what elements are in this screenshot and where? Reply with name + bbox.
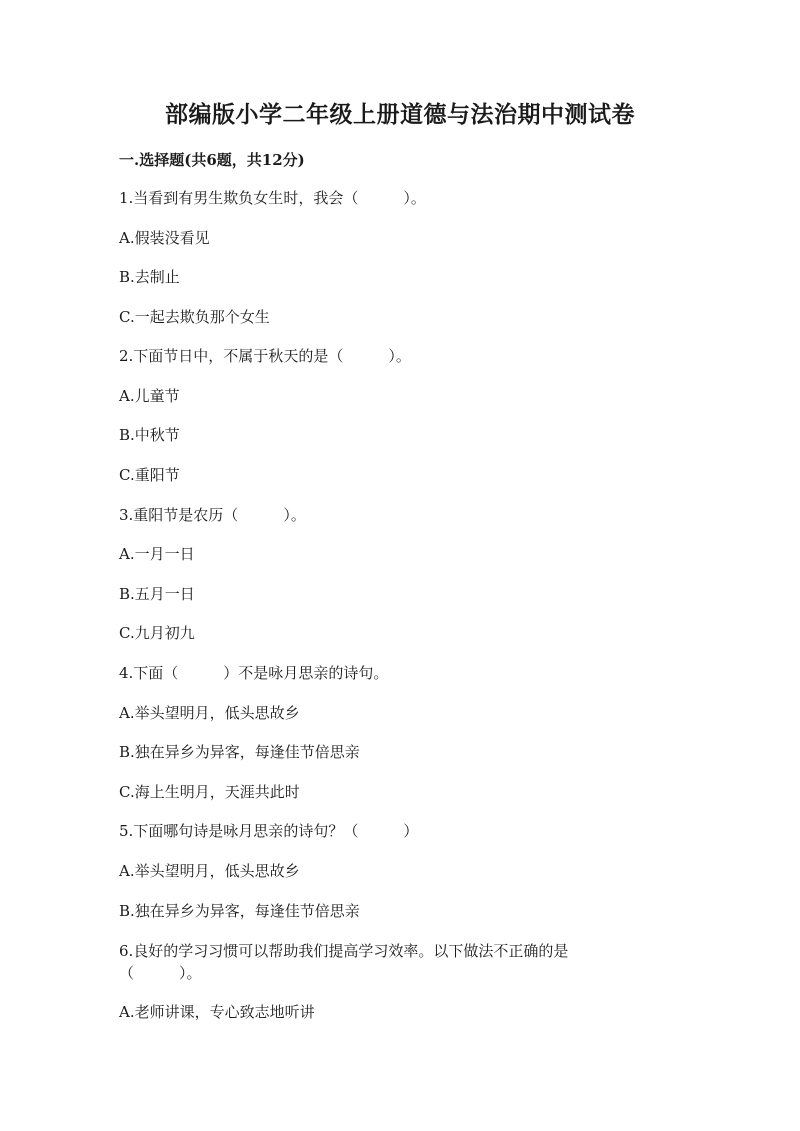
question-6-stem-line1: 6.良好的学习习惯可以帮助我们提高学习效率。以下做法不正确的是 bbox=[119, 942, 569, 960]
question-1-stem: 1.当看到有男生欺负女生时，我会（ ）。 bbox=[119, 189, 426, 207]
question-4-option-a[interactable]: A.举头望明月，低头思故乡 bbox=[119, 704, 300, 722]
page-title: 部编版小学二年级上册道德与法治期中测试卷 bbox=[165, 101, 635, 128]
section-heading: 一.选择题(共6题，共12分) bbox=[119, 151, 305, 169]
question-3-option-c[interactable]: C.九月初九 bbox=[119, 624, 195, 642]
question-2-option-b[interactable]: B.中秋节 bbox=[119, 426, 180, 444]
question-2-stem: 2.下面节日中，不属于秋天的是（ ）。 bbox=[119, 347, 411, 365]
question-5-option-b[interactable]: B.独在异乡为异客，每逢佳节倍思亲 bbox=[119, 902, 360, 920]
question-3-stem: 3.重阳节是农历（ ）。 bbox=[119, 506, 306, 524]
question-2-option-c[interactable]: C.重阳节 bbox=[119, 466, 180, 484]
question-2-option-a[interactable]: A.儿童节 bbox=[119, 387, 180, 405]
question-4-stem: 4.下面（ ）不是咏月思亲的诗句。 bbox=[119, 664, 389, 682]
question-1-option-a[interactable]: A.假装没看见 bbox=[119, 229, 210, 247]
question-3-option-b[interactable]: B.五月一日 bbox=[119, 585, 195, 603]
question-5-stem: 5.下面哪句诗是咏月思亲的诗句？（ ） bbox=[119, 822, 419, 840]
question-3-option-a[interactable]: A.一月一日 bbox=[119, 545, 195, 563]
question-4-option-b[interactable]: B.独在异乡为异客，每逢佳节倍思亲 bbox=[119, 743, 360, 761]
question-4-option-c[interactable]: C.海上生明月，天涯共此时 bbox=[119, 783, 300, 801]
question-1-option-b[interactable]: B.去制止 bbox=[119, 268, 180, 286]
question-6-option-a[interactable]: A.老师讲课，专心致志地听讲 bbox=[119, 1003, 315, 1021]
question-5-option-a[interactable]: A.举头望明月，低头思故乡 bbox=[119, 862, 300, 880]
question-6-stem-line2: （ ）。 bbox=[119, 964, 202, 982]
question-1-option-c[interactable]: C.一起去欺负那个女生 bbox=[119, 308, 270, 326]
